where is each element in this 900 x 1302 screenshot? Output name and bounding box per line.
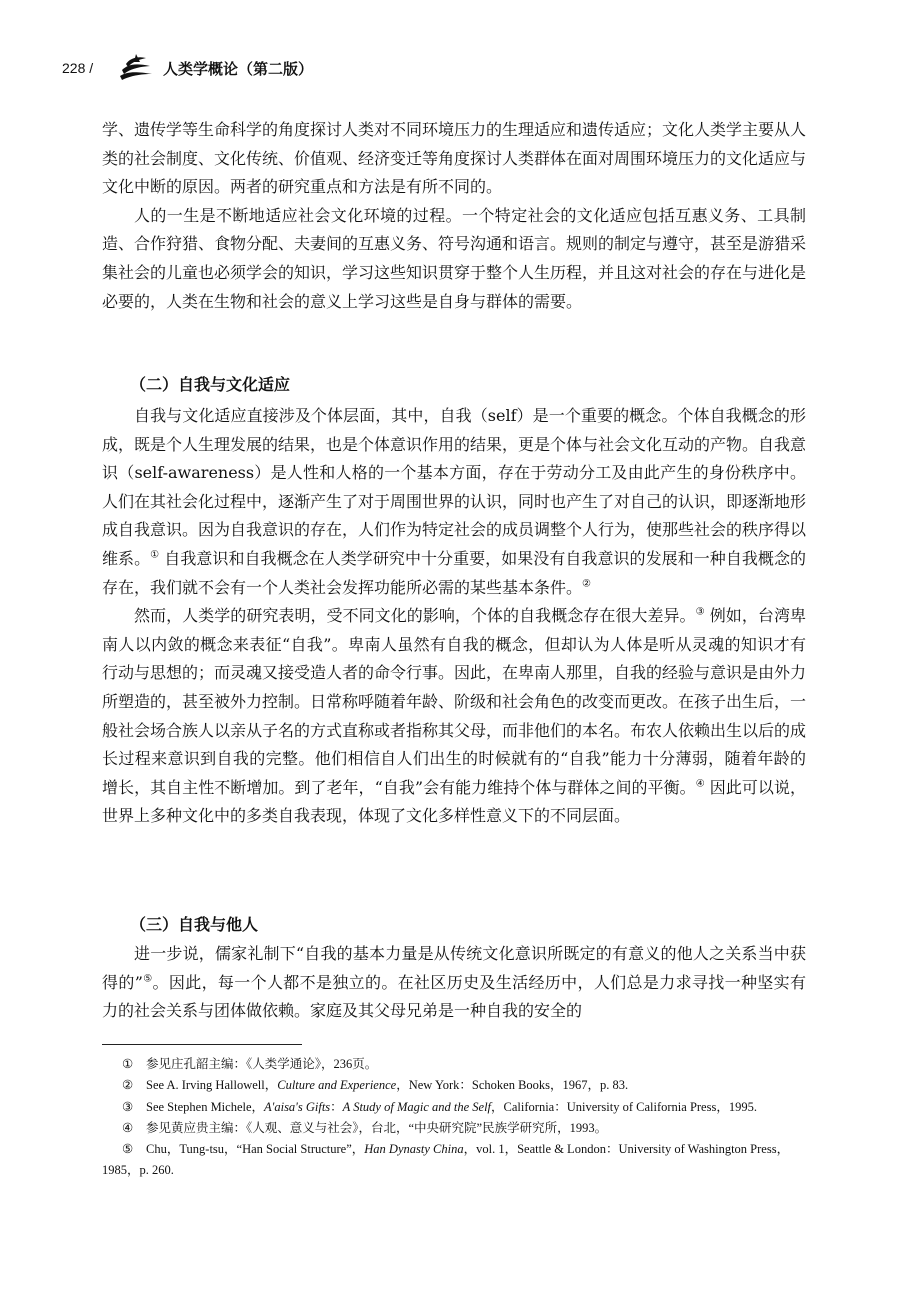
section-heading-2: （二）自我与文化适应 [130,375,291,394]
footnote-3: ③ See Stephen Michele，A'aisa's Gifts：A Study of Magic and the Self，California：University of California Press，1995. [122,1099,757,1114]
footnote-1: ① 参见庄孔韶主编：《人类学通论》，236页。 [122,1057,378,1071]
footnote-5: ⑤ Chu，Tung-tsu，“Han Social Structure”，Han Dynasty China，vol. 1，Seattle & London：University of Washington Press，1985，p. 260. [102,1142,790,1178]
paragraph: 自我与文化适应直接涉及个体层面，其中，自我（self）是一个重要的概念。个体自我概念的形成，既是个人生理发展的结果，也是个体意识作用的结果，更是个体与社会文化互动的产物。自我意识（self-awareness）是人性和人格的一个基本方面，存在于劳动分工及由此产生的身份秩序中。人们在其社会化过程中，逐渐产生了对于周围世界的认识，同时也产生了对自己的认识，即逐渐地形成自我意识。因为自我意识的存在，人们作为特定社会的成员调整个人行为，使那些社会的秩序得以维系。① 自我意识和自我概念在人类学研究中十分重要，如果没有自我意识的发展和一种自我概念的存在，我们就不会有一个人类社会发挥功能所必需的某些基本条件。② [102,406,807,597]
body-block-1 [102,116,806,316]
footnote-ref[interactable]: ① [150,549,160,561]
body-block-3 [102,940,806,1026]
paragraph: 学、遗传学等生命科学的角度探讨人类对不同环境压力的生理适应和遗传适应；文化人类学主要从人类的社会制度、文化传统、价值观、经济变迁等角度探讨人类群体在面对周围环境压力的文化适应与文化中断的原因。两者的研究重点和方法是有所不同的。 [102,120,807,197]
footnote-ref[interactable]: ② [582,578,591,590]
footnote-divider [102,1044,302,1045]
book-title: 人类学概论（第二版） [163,60,314,78]
publisher-logo-icon [116,52,156,84]
footnote-4: ④ 参见黄应贵主编：《人观、意义与社会》，台北，“中央研究院”民族学研究所，1993。 [122,1120,608,1135]
footnote-ref[interactable]: ⑤ [142,973,153,985]
section-heading-3: （三）自我与他人 [130,915,259,934]
paragraph: 然而，人类学的研究表明，受不同文化的影响，个体的自我概念存在很大差异。③ 例如，台湾卑南人以内敛的概念来表征“自我”。卑南人虽然有自我的概念，但却认为人体是听从灵魂的知识才有行动与思想的；而灵魂又接受造人者的命令行事。因此，在卑南人那里，自我的经验与意识是由外力所塑造的，甚至被外力控制。日常称呼随着年龄、阶级和社会角色的改变而更改。在孩子出生后，一般社会场合族人以亲从子名的方式直称或者指称其父母，而非他们的本名。布农人依赖出生以后的成长过程来意识到自我的完整。他们相信自人们出生的时候就有的“自我”能力十分薄弱，随着年龄的增长，其自主性不断增加。到了老年，“自我”会有能力维持个体与群体之间的平衡。④ 因此可以说，世界上多种文化中的多类自我表现，体现了文化多样性意义下的不同层面。 [102,606,807,826]
body-block-2 [102,402,806,831]
footnotes [102,1054,824,1182]
paragraph: 进一步说，儒家礼制下“自我的基本力量是从传统文化意识所既定的有意义的他人之关系当中获得的”⑤。因此，每一个人都不是独立的。在社区历史及生活经历中，人们总是力求寻找一种坚实有力的社会关系与团体做依赖。家庭及其父母兄弟是一种自我的安全的 [102,944,806,1021]
page-header [62,52,842,86]
footnote-ref[interactable]: ④ [695,778,705,790]
footnote-2: ② See A. Irving Hallowell，Culture and Experience，New York：Schoken Books，1967，p. 83. [122,1078,629,1093]
footnote-ref[interactable]: ③ [695,606,705,618]
paragraph: 人的一生是不断地适应社会文化环境的过程。一个特定社会的文化适应包括互惠义务、工具制造、合作狩猎、食物分配、夫妻间的互惠义务、符号沟通和语言。规则的制定与遵守，甚至是游猎采集社会的儿童也必须学会的知识，学习这些知识贯穿于整个人生历程，并且这对社会的存在与进化是必要的，人类在生物和社会的意义上学习这些是自身与群体的需要。 [102,205,807,311]
page-number: 228 / [62,60,94,76]
